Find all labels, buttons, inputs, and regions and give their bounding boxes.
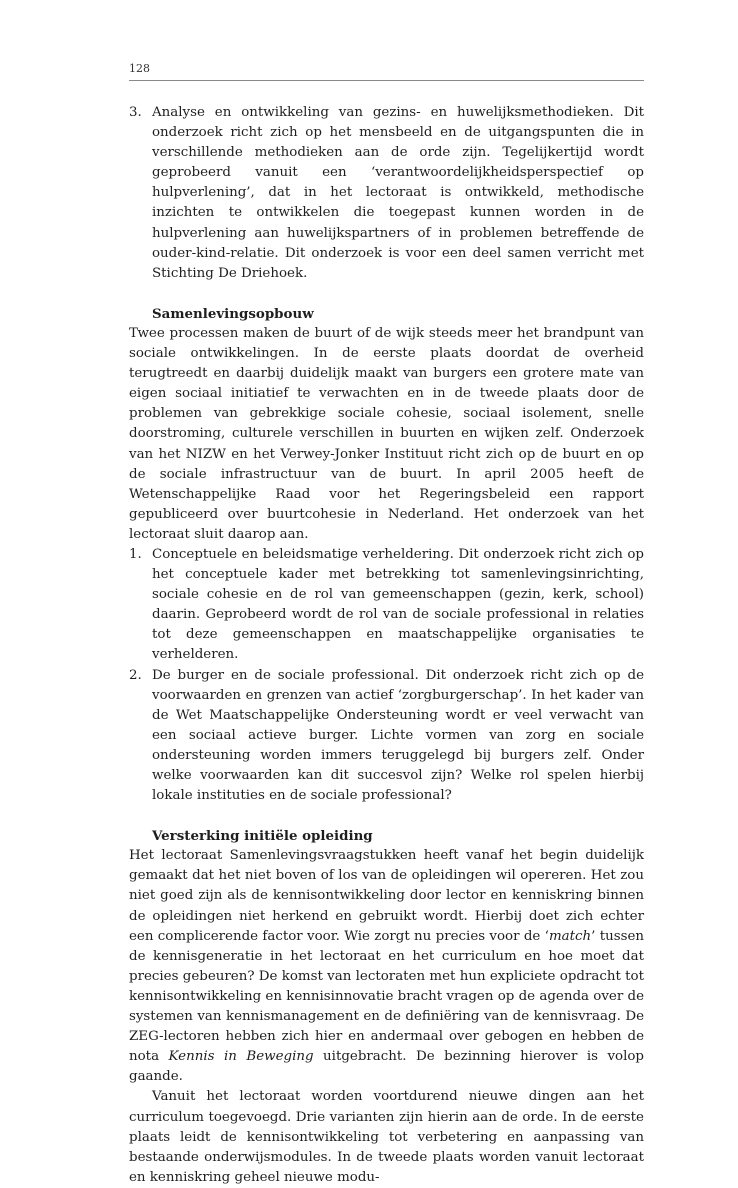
italic-title: Kennis in Beweging	[168, 1049, 314, 1065]
page-number: 128	[129, 62, 150, 75]
section-heading-samenlevingsopbouw: Samenlevingsopbouw	[152, 305, 314, 322]
body-paragraph: Vanuit het lectoraat worden voortdurend nieuwe dingen aan het curriculum toegevoegd. Drie varianten zijn hierin aan de orde. In de eerste plaats leidt de kennisontwikkeling tot verbetering en aanpassing van bestaande onderwijsmodules. In de tweede plaats worden vanuit lectoraat en kenniskring geheel nieuwe modu-	[129, 1089, 644, 1185]
text-run: Het lectoraat Samenlevingsvraagstukken heeft vanaf het begin duidelijk gemaakt dat het niet boven of los van de opleidingen wil opereren. Het zou niet goed zijn als de kennisontwikkeling door lector en kenniskring binnen de opleidingen niet herkend en gebruikt wordt. Hierbij doet zich echter een complicerende factor voor. Wie zorgt nu precies voor de ‘	[129, 848, 644, 944]
list-item-number: 1.	[129, 546, 142, 562]
page-content	[129, 103, 644, 1188]
list-item-text: Analyse en ontwikkeling van gezins- en huwelijksmethodieken. Dit onderzoek richt zich op het mensbeeld en de uitgangspunten die in verschillende methodieken aan de orde zijn. Tegelijkertijd wordt geprobeerd vanuit een ‘verantwoordelijkheidsperspectief op hulpverlening’, dat in het lectoraat is ontwikkeld, methodische inzichten te ontwikkelen die toegepast kunnen worden in de hulpverlening aan huwelijkspartners of in problemen betreffende de ouder-kind-relatie. Dit onderzoek is voor een deel samen verricht met Stichting De Driehoek.	[152, 105, 644, 281]
research-list	[129, 545, 644, 806]
list-item	[129, 666, 644, 807]
header-rule	[129, 80, 644, 81]
list-item-number: 3.	[129, 105, 142, 120]
text-run: uitgebracht. De bezinning hierover is volop gaande.	[129, 1049, 644, 1085]
methodology-list	[129, 103, 644, 284]
section-heading-versterking: Versterking initiële opleiding	[152, 828, 373, 845]
body-paragraph	[129, 846, 644, 1087]
list-item	[129, 545, 644, 666]
list-item-text: Conceptuele en beleidsmatige verheldering. Dit onderzoek richt zich op het conceptuele kader met betrekking tot samenlevingsinrichting, sociale cohesie en de rol van gemeenschappen (gezin, kerk, school) daarin. Geprobeerd wordt de rol van de sociale professional in relaties tot deze gemeenschappen en maatschappelijke organisaties te verhelderen.	[152, 546, 644, 663]
list-item	[129, 103, 644, 284]
section-intro-paragraph: Twee processen maken de buurt of de wijk steeds meer het brandpunt van sociale ontwikkelingen. In de eerste plaats doordat de overheid terugtreedt en daarbij duidelijk maakt van burgers een grotere mate van eigen sociaal initiatief te verwachten en in de tweede plaats door de problemen van gebrekkige sociale cohesie, sociaal isolement, snelle doorstroming, culturele verschillen in buurten en wijken zelf. Onderzoek van het NIZW en het Verwey-Jonker Instituut richt zich op de buurt en op de sociale infrastructuur van de buurt. In april 2005 heeft de Wetenschappelijke Raad voor het Regeringsbeleid een rapport gepubliceerd over buurtcohesie in Nederland. Het onderzoek van het lectoraat sluit daarop aan.	[129, 325, 644, 542]
text-run: ’ tussen de kennisgeneratie in het lectoraat en het curriculum en hoe moet dat precies gebeuren? De komst van lectoraten met hun expliciete opdracht tot kennisontwikkeling en kennisinnovatie bracht vragen op de agenda over de systemen van kennismanagement en de definiëring van de kennisvraag. De ZEG-lectoren hebben zich hier en andermaal over gebogen en hebben de nota	[129, 928, 645, 1065]
list-item-number: 2.	[129, 667, 142, 683]
italic-term: match	[548, 928, 592, 944]
list-item-text: De burger en de sociale professional. Dit onderzoek richt zich op de voorwaarden en grenzen van actief ‘zorgburgerschap’. In het kader van de Wet Maatschappelijke Ondersteuning wordt er veel verwacht van een sociaal actieve burger. Lichte vormen van zorg en sociale ondersteuning worden immers teruggelegd bij burgers zelf. Onder welke voorwaarden kan dit succesvol zijn? Welke rol spelen hierbij lokale instituties en de sociale professional?	[152, 667, 644, 804]
